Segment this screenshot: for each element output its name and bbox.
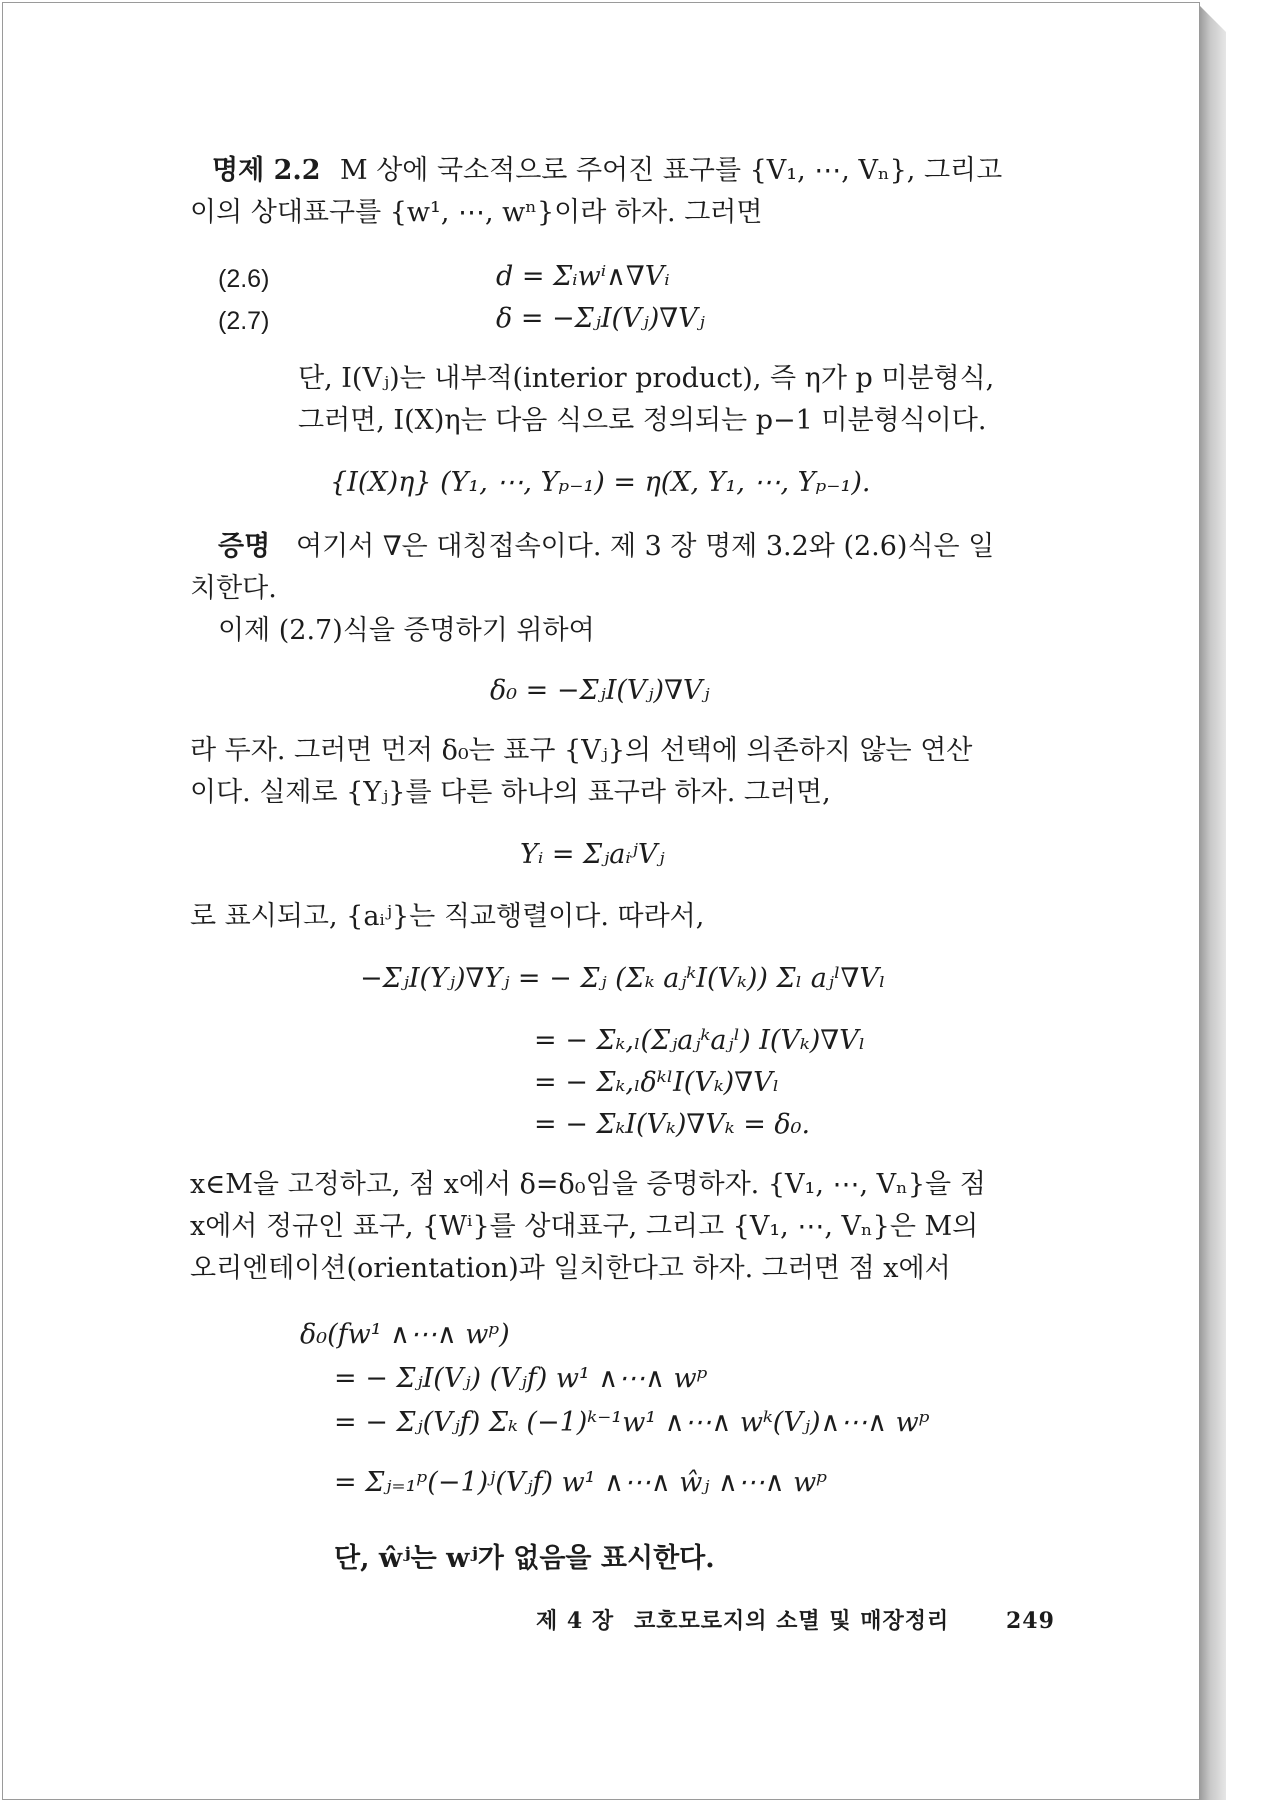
proof-line-1: 여기서 ∇은 대칭접속이다. 제 3 장 명제 3.2와 (2.6)식은 일 (296, 531, 995, 562)
note-final: 단, ŵʲ는 wʲ가 없음을 표시한다. (334, 1543, 715, 1574)
page-edge-shadow (1200, 6, 1226, 1800)
paragraph-2-line-2: 이다. 실제로 {Yⱼ}를 다른 하나의 표구라 하자. 그러면, (190, 777, 831, 808)
paragraph-now: 이제 (2.7)식을 증명하기 위하여 (218, 615, 595, 646)
page-number: 249 (1006, 1608, 1055, 1634)
proposition-label: 명제 2.2 (212, 155, 321, 186)
equation-label-2-7: (2.7) (218, 307, 270, 335)
proof-line-2: 치한다. (190, 573, 277, 604)
chain-line-4: = − ΣₖI(Vₖ)∇Vₖ = δ₀. (534, 1109, 811, 1140)
calc-line-1: δ₀(fw¹ ∧⋯∧ wᵖ) (300, 1319, 510, 1350)
equation-2-7: δ = −ΣⱼI(Vⱼ)∇Vⱼ (496, 303, 705, 334)
paragraph-4-line-3: 오리엔테이션(orientation)과 일치한다고 하자. 그러면 점 x에서 (190, 1253, 951, 1284)
chain-line-1: −ΣⱼI(Yⱼ)∇Yⱼ = − Σⱼ (Σₖ aⱼᵏI(Vₖ)) Σₗ aⱼˡ∇Vₗ (360, 963, 886, 994)
paragraph-4-line-1: x∈M을 고정하고, 점 x에서 δ=δ₀임을 증명하자. {V₁, ⋯, Vₙ}을 점 (190, 1169, 986, 1200)
proposition-line-2: 이의 상대표구를 {w¹, ⋯, wⁿ}이라 하자. 그러면 (190, 197, 763, 228)
paragraph-4-line-2: x에서 정규인 표구, {Wⁱ}를 상대표구, 그리고 {V₁, ⋯, Vₙ}은 M의 (190, 1211, 979, 1242)
calc-line-3: = − Σⱼ(Vⱼf) Σₖ (−1)ᵏ⁻¹w¹ ∧⋯∧ wᵏ(Vⱼ)∧⋯∧ wᵖ (334, 1407, 930, 1438)
proof-label: 증명 (218, 531, 271, 562)
chain-line-3: = − Σₖ,ₗδᵏˡI(Vₖ)∇Vₗ (534, 1067, 780, 1098)
equation-Y: Yᵢ = ΣⱼaᵢʲVⱼ (520, 839, 665, 870)
delta0-definition: δ₀ = −ΣⱼI(Vⱼ)∇Vⱼ (490, 675, 710, 706)
interior-product-definition: {I(X)η} (Y₁, ⋯, Yₚ₋₁) = η(X, Y₁, ⋯, Yₚ₋₁). (330, 467, 871, 498)
equation-2-6: d = Σᵢwⁱ∧∇Vᵢ (496, 261, 670, 292)
paragraph-3: 로 표시되고, {aᵢʲ}는 직교행렬이다. 따라서, (190, 901, 705, 932)
note-interior-line-1: 단, I(Vⱼ)는 내부적(interior product), 즉 η가 p 미분형식, (298, 363, 995, 394)
footer-chapter: 제 4 장 (536, 1608, 615, 1634)
equation-label-2-6: (2.6) (218, 265, 270, 293)
proposition-line-1: M 상에 국소적으로 주어진 표구를 {V₁, ⋯, Vₙ}, 그리고 (340, 155, 1003, 186)
calc-line-2: = − ΣⱼI(Vⱼ) (Vⱼf) w¹ ∧⋯∧ wᵖ (334, 1363, 708, 1394)
paragraph-2-line-1: 라 두자. 그러면 먼저 δ₀는 표구 {Vⱼ}의 선택에 의존하지 않는 연산 (190, 735, 973, 766)
note-interior-line-2: 그러면, I(X)η는 다음 식으로 정의되는 p−1 미분형식이다. (298, 405, 987, 436)
chain-line-2: = − Σₖ,ₗ(Σⱼaⱼᵏaⱼˡ) I(Vₖ)∇Vₗ (534, 1025, 866, 1056)
calc-line-4: = Σⱼ₌₁ᵖ(−1)ʲ(Vⱼf) w¹ ∧⋯∧ ŵⱼ ∧⋯∧ wᵖ (334, 1467, 828, 1498)
footer-title: 코호모로지의 소멸 및 매장정리 (634, 1608, 950, 1634)
